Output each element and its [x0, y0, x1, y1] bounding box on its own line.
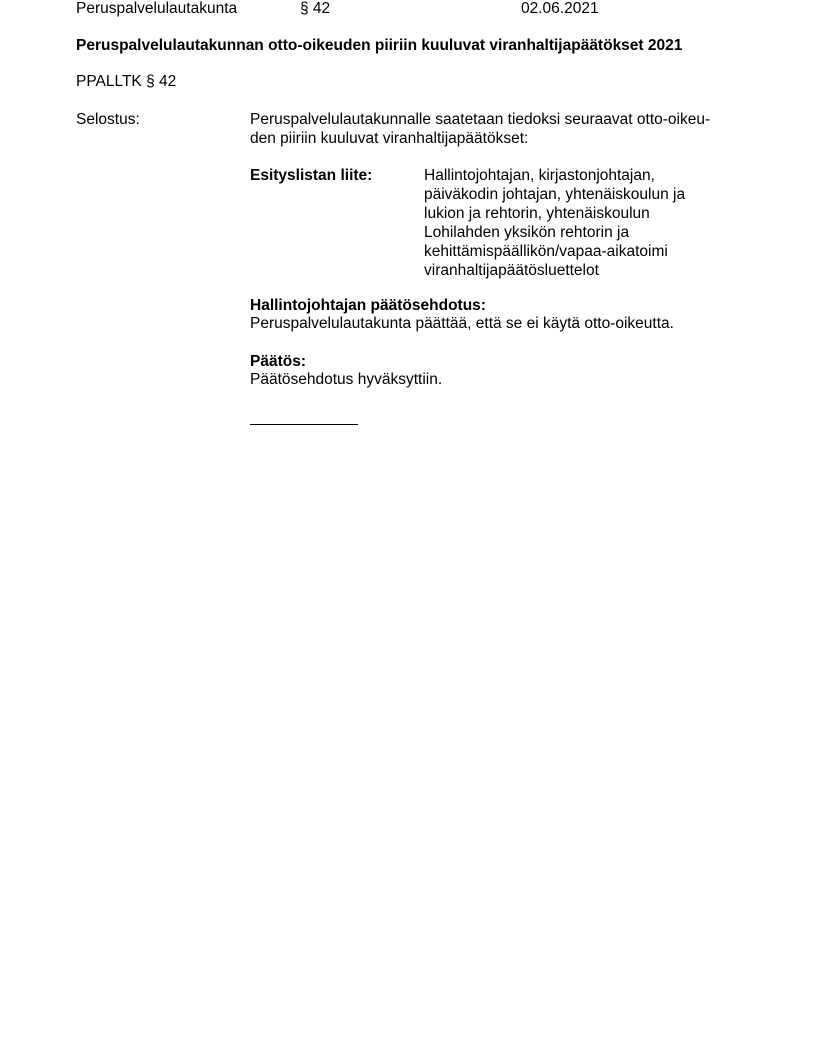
decision-text: Päätösehdotus hyväksyttiin. [250, 371, 443, 388]
attachment-line: Lohilahden yksikön rehtorin ja [424, 224, 630, 241]
selostus-line: Peruspalvelulautakunnalle saatetaan tiedoksi seuraavat otto-oikeu- [250, 111, 711, 128]
decision-heading: Päätös: [250, 353, 306, 370]
selostus-line: den piiriin kuuluvat viranhaltijapäätökset: [250, 130, 529, 147]
selostus-label: Selostus: [76, 111, 140, 128]
meeting-date: 02.06.2021 [521, 0, 599, 17]
attachment-label: Esityslistan liite: [250, 167, 373, 184]
section-number: § 42 [300, 0, 331, 17]
attachment-line: kehittämispäällikön/vapaa-aikatoimi [424, 243, 668, 260]
committee-name: Peruspalvelulautakunta [76, 0, 238, 17]
attachment-line: Hallintojohtajan, kirjastonjohtajan, [424, 167, 655, 184]
proposal-text: Peruspalvelulautakunta päättää, että se ei käytä otto-oikeutta. [250, 315, 674, 332]
attachment-line: päiväkodin johtajan, yhtenäiskoulun ja [424, 186, 686, 203]
document-title: Peruspalvelulautakunnan otto-oikeuden piiriin kuuluvat viranhaltijapäätökset 2021 [76, 37, 683, 54]
proposal-heading: Hallintojohtajan päätösehdotus: [250, 297, 486, 314]
attachment-line: lukion ja rehtorin, yhtenäiskoulun [424, 205, 650, 222]
attachment-line: viranhaltijapäätösluettelot [424, 262, 599, 279]
closing-rule [250, 424, 358, 425]
reference-code: PPALLTK § 42 [76, 73, 177, 90]
